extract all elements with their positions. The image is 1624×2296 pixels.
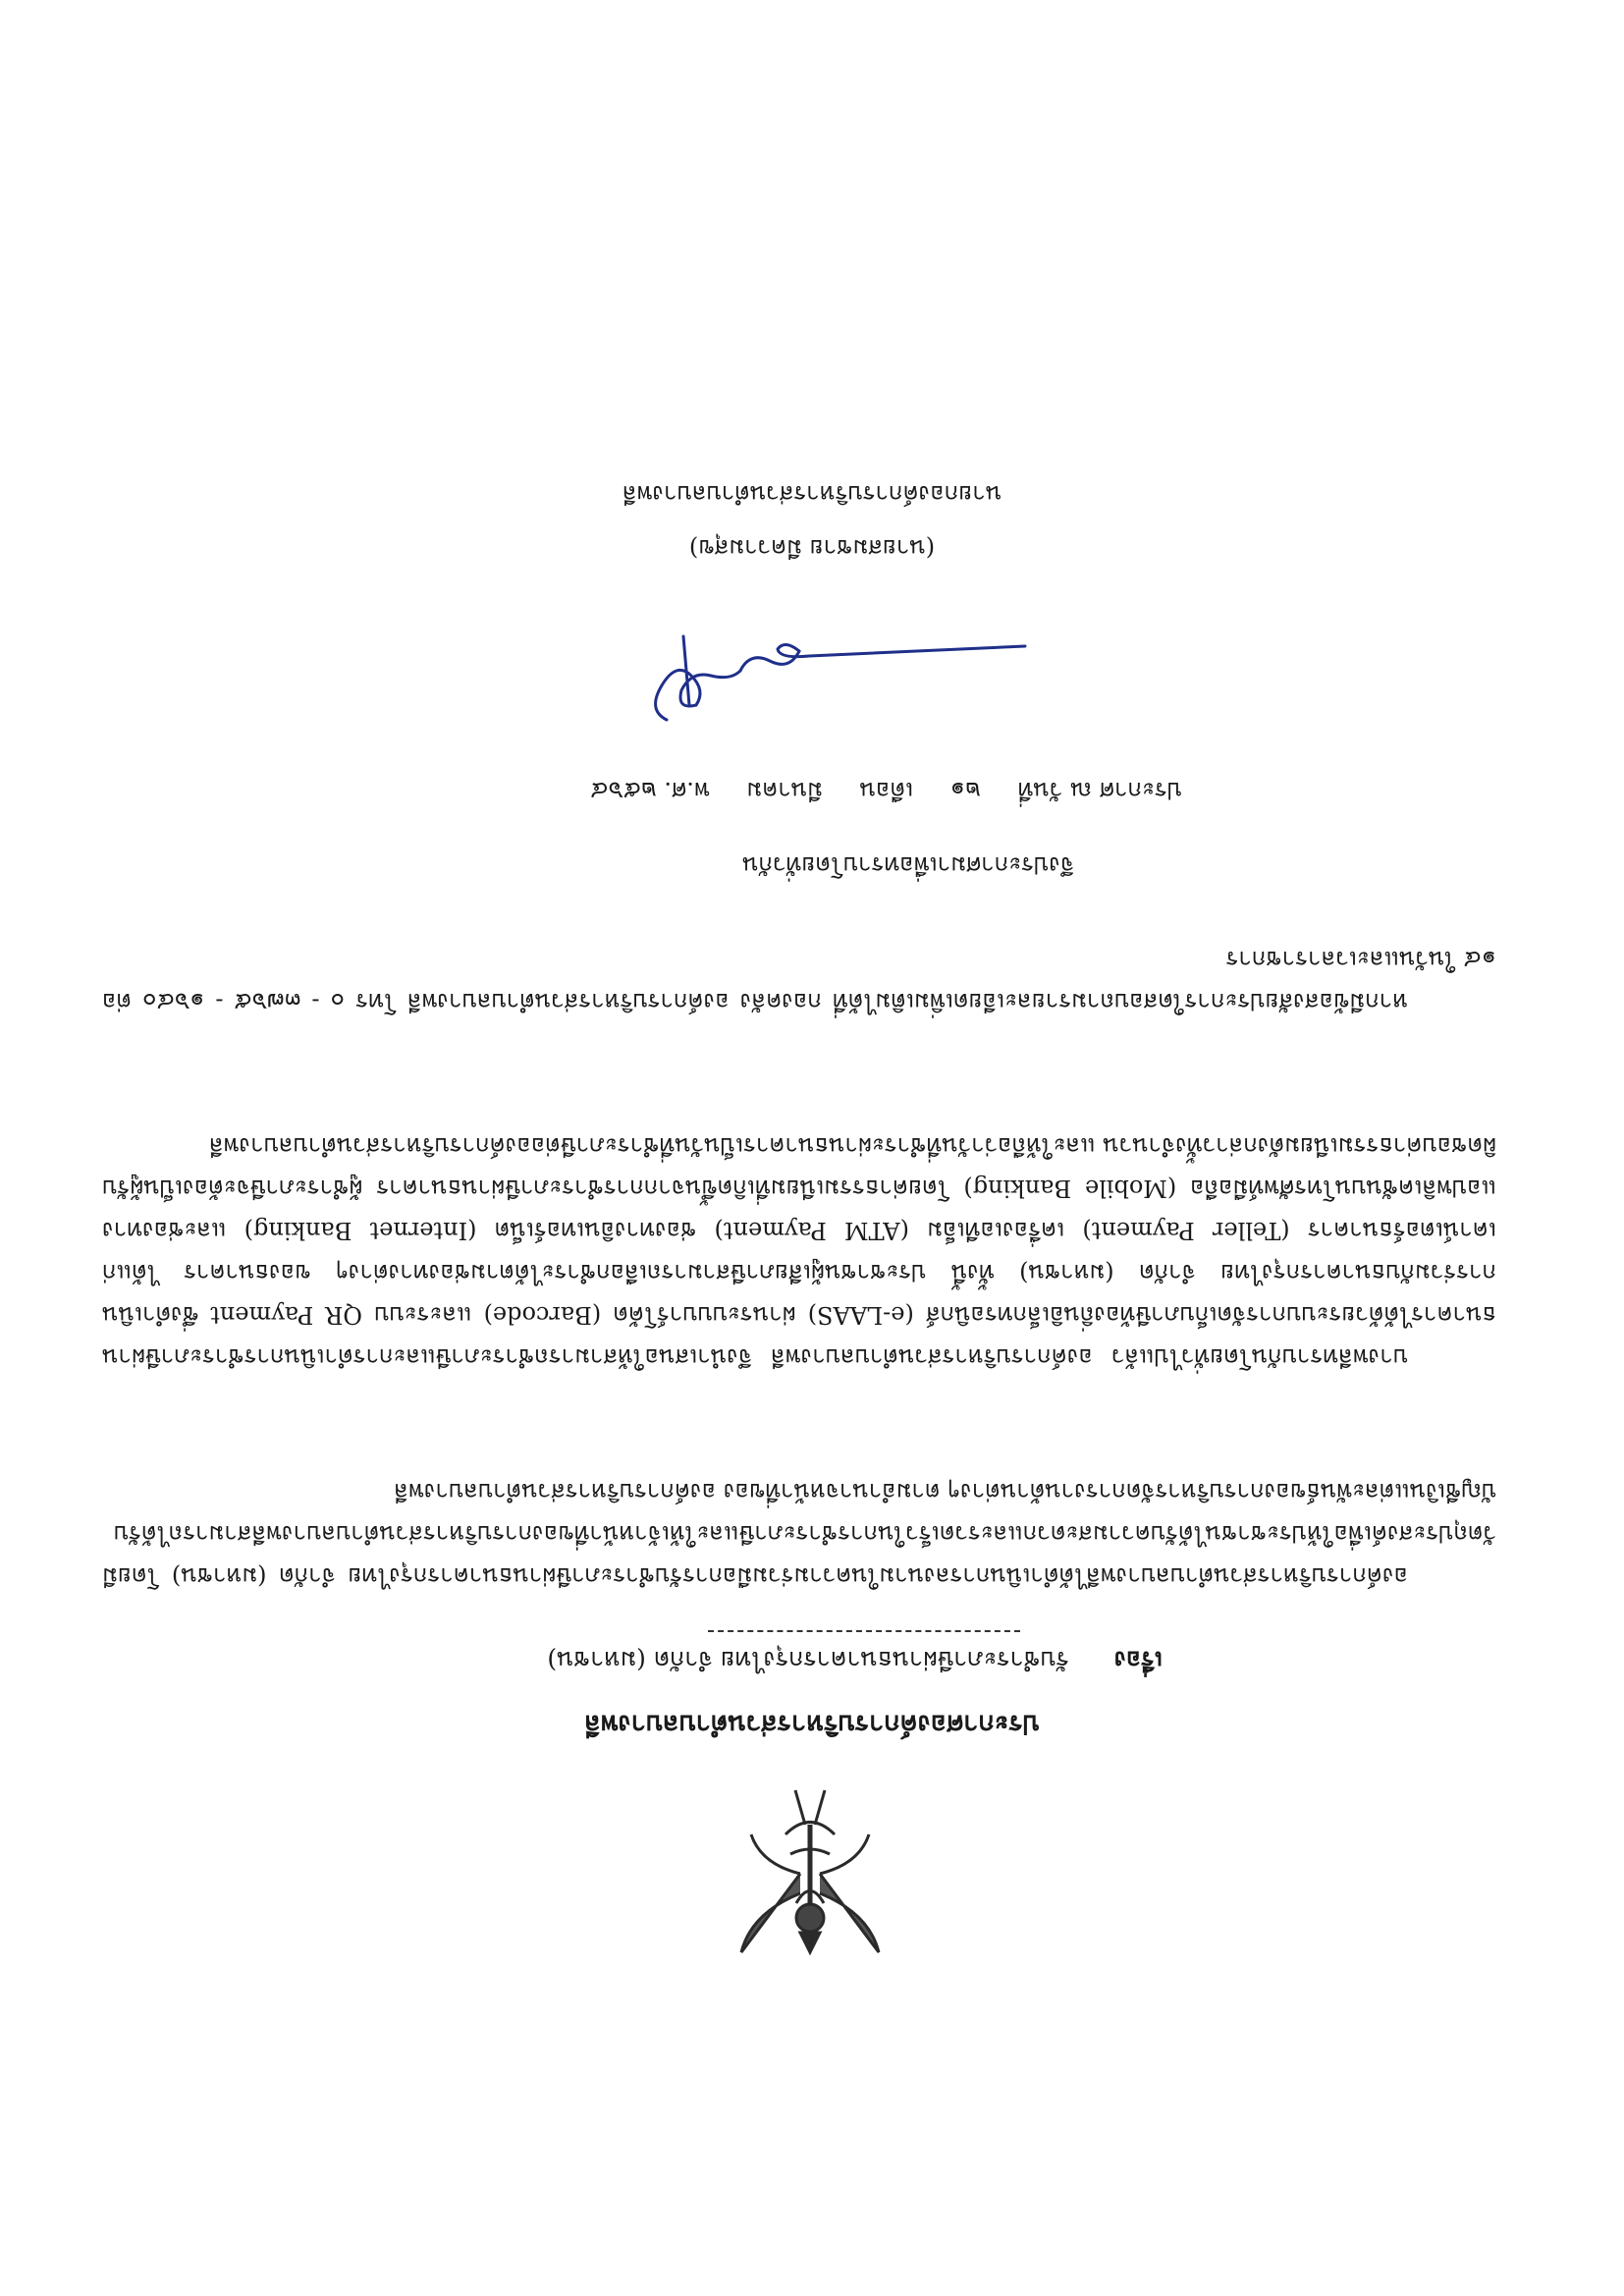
paragraph-1 xyxy=(102,1470,1496,1597)
announce-line: จึงประกาศมาเพื่อทราบโดยทั่วกัน xyxy=(742,851,1074,879)
paragraph-3 xyxy=(102,938,1496,1022)
paragraph-3-text: หากมีข้อสงสัยประการใดสอบถามรายละเอียดเพิ่มเติมได้ที่ กองคลัง องค์การบริหารส่วนตำบลบางพลี โทร ๐ - ๓๗๖๕ - ๑๖๔๐ ต่อ ๑๔ ในวันและเวลาราชการ xyxy=(102,946,1496,1015)
date-line xyxy=(561,772,1182,810)
date-month-label: เดือน xyxy=(859,777,914,804)
handwritten-signature xyxy=(613,617,1035,730)
subject-label: เรื่อง xyxy=(1113,1646,1163,1674)
date-day: ๒๑ xyxy=(949,777,981,804)
divider xyxy=(708,1630,1020,1632)
signatory-position: นายกองค์การบริหารส่วนตำบลบางพลี xyxy=(622,480,1002,508)
subject-text: รับชำระภาษีผ่านธนาคารกรุงไทย จำกัด (มหาชน) xyxy=(547,1646,1069,1674)
date-prefix: ประกาศ ณ วันที่ xyxy=(1017,777,1182,804)
subject-line xyxy=(547,1640,1163,1679)
garuda-emblem xyxy=(731,1785,889,1972)
signatory-name: (นายสมชาย มีความสุข) xyxy=(688,534,936,562)
date-year: พ.ศ. ๒๕๖๔ xyxy=(590,777,710,804)
paragraph-2 xyxy=(102,1124,1496,1378)
paragraph-1-text: องค์การบริหารส่วนตำบลบางพลีได้ดำเนินการลงนามในความร่วมมือการรับชำระภาษีผ่านธนาคารกรุงไทย จำกัด (มหาชน) โดยมีวัตถุประสงค์เพื่อให้ประชาชนได้รับความสะดวกและรวดเร็วในการชำระภาษีและให้เจ้าหน้าที่ของการบริหารส่วนตำบลบางพลีสามารถได้รับบัญชีเงินแต่ละพันธ์ของการบริหารจัดการงานด้านต่างๆ ตามอำนาจหน้าที่ของ องค์การบริหารส่วนตำบลบางพลี xyxy=(102,1478,1496,1590)
page-title: ประกาศองค์การบริหารส่วนตำบลบางพลี xyxy=(584,1709,1040,1739)
date-month: มีนาคม xyxy=(746,777,823,804)
paragraph-2-text: บางพลีทราบกันโดยทั่วไปแล้ว องค์การบริหารส่วนตำบลบางพลี จึงนำเสนอให้สามารถชำระภาษีและการดำเนินการชำระภาษีผ่านธนาคารได้ด้วยระบบการจัดเก็บภาษีท้องถิ่นอิเล็กทรอนิกส์ (e-LAAS) ผ่านระบบบาร์โค้ด (Barcode) และระบบ QR Payment ซึ่งดำเนินการร่วมกับธนาคารกรุงไทย จำกัด (มหาชน) ทั้งนี้ ประชาชนผู้เสียภาษีสามารถเลือกชำระได้ตามช่องทางต่างๆ ของธนาคาร ได้แก่ เคาน์เตอร์ธนาคาร (Teller Payment) เครื่องเอทีเอ็ม (ATM Payment) ช่องทางอินเทอร์เน็ต (Internet Banking) และช่องทางแอปพลิเคชันบนโทรศัพท์มือถือ (Mobile Banking) โดยค่าธรรมเนียมที่เกิดขึ้นจากการชำระภาษีผ่านธนาคาร ผู้ชำระภาษีจะต้องเป็นผู้รับผิดชอบค่าธรรมเนียมดังกล่าวทั้งจำนวน และให้ถือว่าวันที่ชำระผ่านธนาคารเป็นวันที่ชำระภาษีต่อองค์การบริหารส่วนตำบลบางพลี xyxy=(102,1132,1496,1371)
